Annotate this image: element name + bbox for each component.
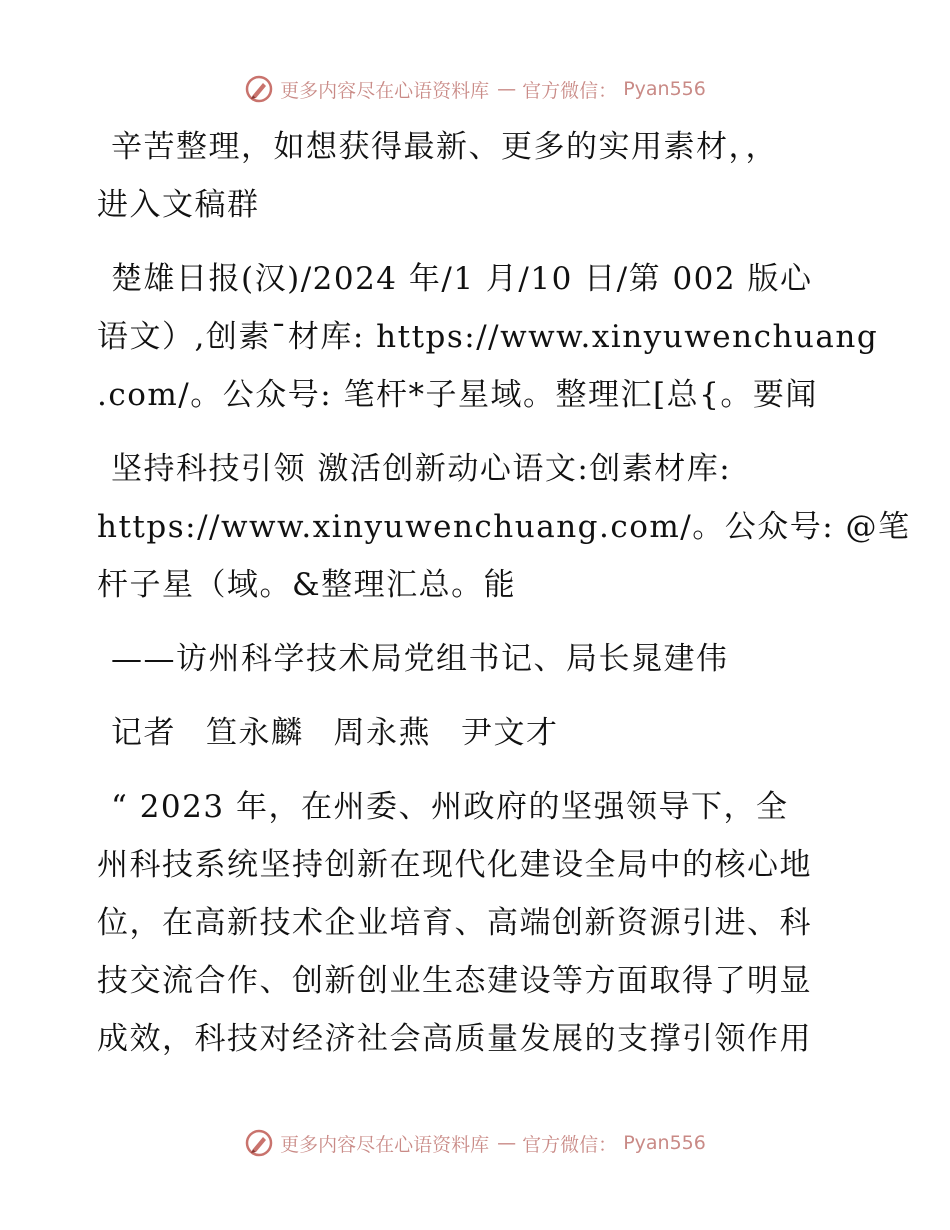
watermark-separator: — [497, 78, 517, 100]
watermark-header [0, 74, 950, 104]
headline-line: 杆子星（域。&整理汇总。能 [97, 567, 517, 603]
watermark-text: 更多内容尽在心语资料库 [280, 79, 490, 102]
headline-line: 坚持科技引领 激活创新动心语文:创素材库: [111, 451, 732, 487]
source-line: 楚雄日报(汉)/2024 年/1 月/10 日/第 002 版心 [111, 261, 813, 297]
body-paragraph [97, 778, 857, 1068]
reporter-label: 记者 [111, 715, 176, 751]
pen-logo-icon [244, 74, 274, 104]
subtitle-paragraph [97, 630, 857, 688]
reporter-name: 尹文才 [461, 715, 559, 751]
watermark-separator: — [497, 1132, 517, 1154]
watermark-label: 官方微信： [522, 79, 618, 102]
intro-line: 辛苦整理，如想获得最新、更多的实用素材，， [111, 129, 778, 165]
intro-paragraph [97, 118, 857, 234]
reporters-line [97, 704, 857, 762]
reporters-byline [97, 704, 857, 762]
body-line: “ 2023 年，在州委、州政府的坚强领导下，全 [111, 789, 789, 825]
body-line: 位，在高新技术企业培育、高端创新资源引进、科 [97, 905, 812, 941]
reporter-name: 笪永麟 [206, 715, 304, 751]
watermark-wechat-id: Pyan556 [623, 1132, 706, 1154]
source-line: .com/。公众号: 笔杆*子星域。整理汇[总{。要闻 [97, 377, 818, 413]
body-line: 成效，科技对经济社会高质量发展的支撑引领作用 [97, 1021, 812, 1057]
source-line: 语文）,创素¯材库: https://www.xinyuwenchuang [97, 319, 879, 355]
headline-paragraph [97, 440, 911, 614]
pen-logo-icon [244, 1128, 274, 1158]
watermark-footer [0, 1128, 950, 1158]
body-line: 技交流合作、创新创业生态建设等方面取得了明显 [97, 963, 812, 999]
watermark-wechat-id: Pyan556 [623, 78, 706, 100]
watermark-label: 官方微信： [522, 1133, 618, 1156]
intro-line: 进入文稿群 [97, 187, 260, 223]
body-line: 州科技系统坚持创新在现代化建设全局中的核心地 [97, 847, 812, 883]
reporter-name: 周永燕 [333, 715, 431, 751]
subtitle-text: ——访州科学技术局党组书记、局长晁建伟 [111, 641, 729, 677]
headline-line: https://www.xinyuwenchuang.com/。公众号: @笔 [97, 509, 911, 545]
source-paragraph [97, 250, 879, 424]
watermark-text: 更多内容尽在心语资料库 [280, 1133, 490, 1156]
